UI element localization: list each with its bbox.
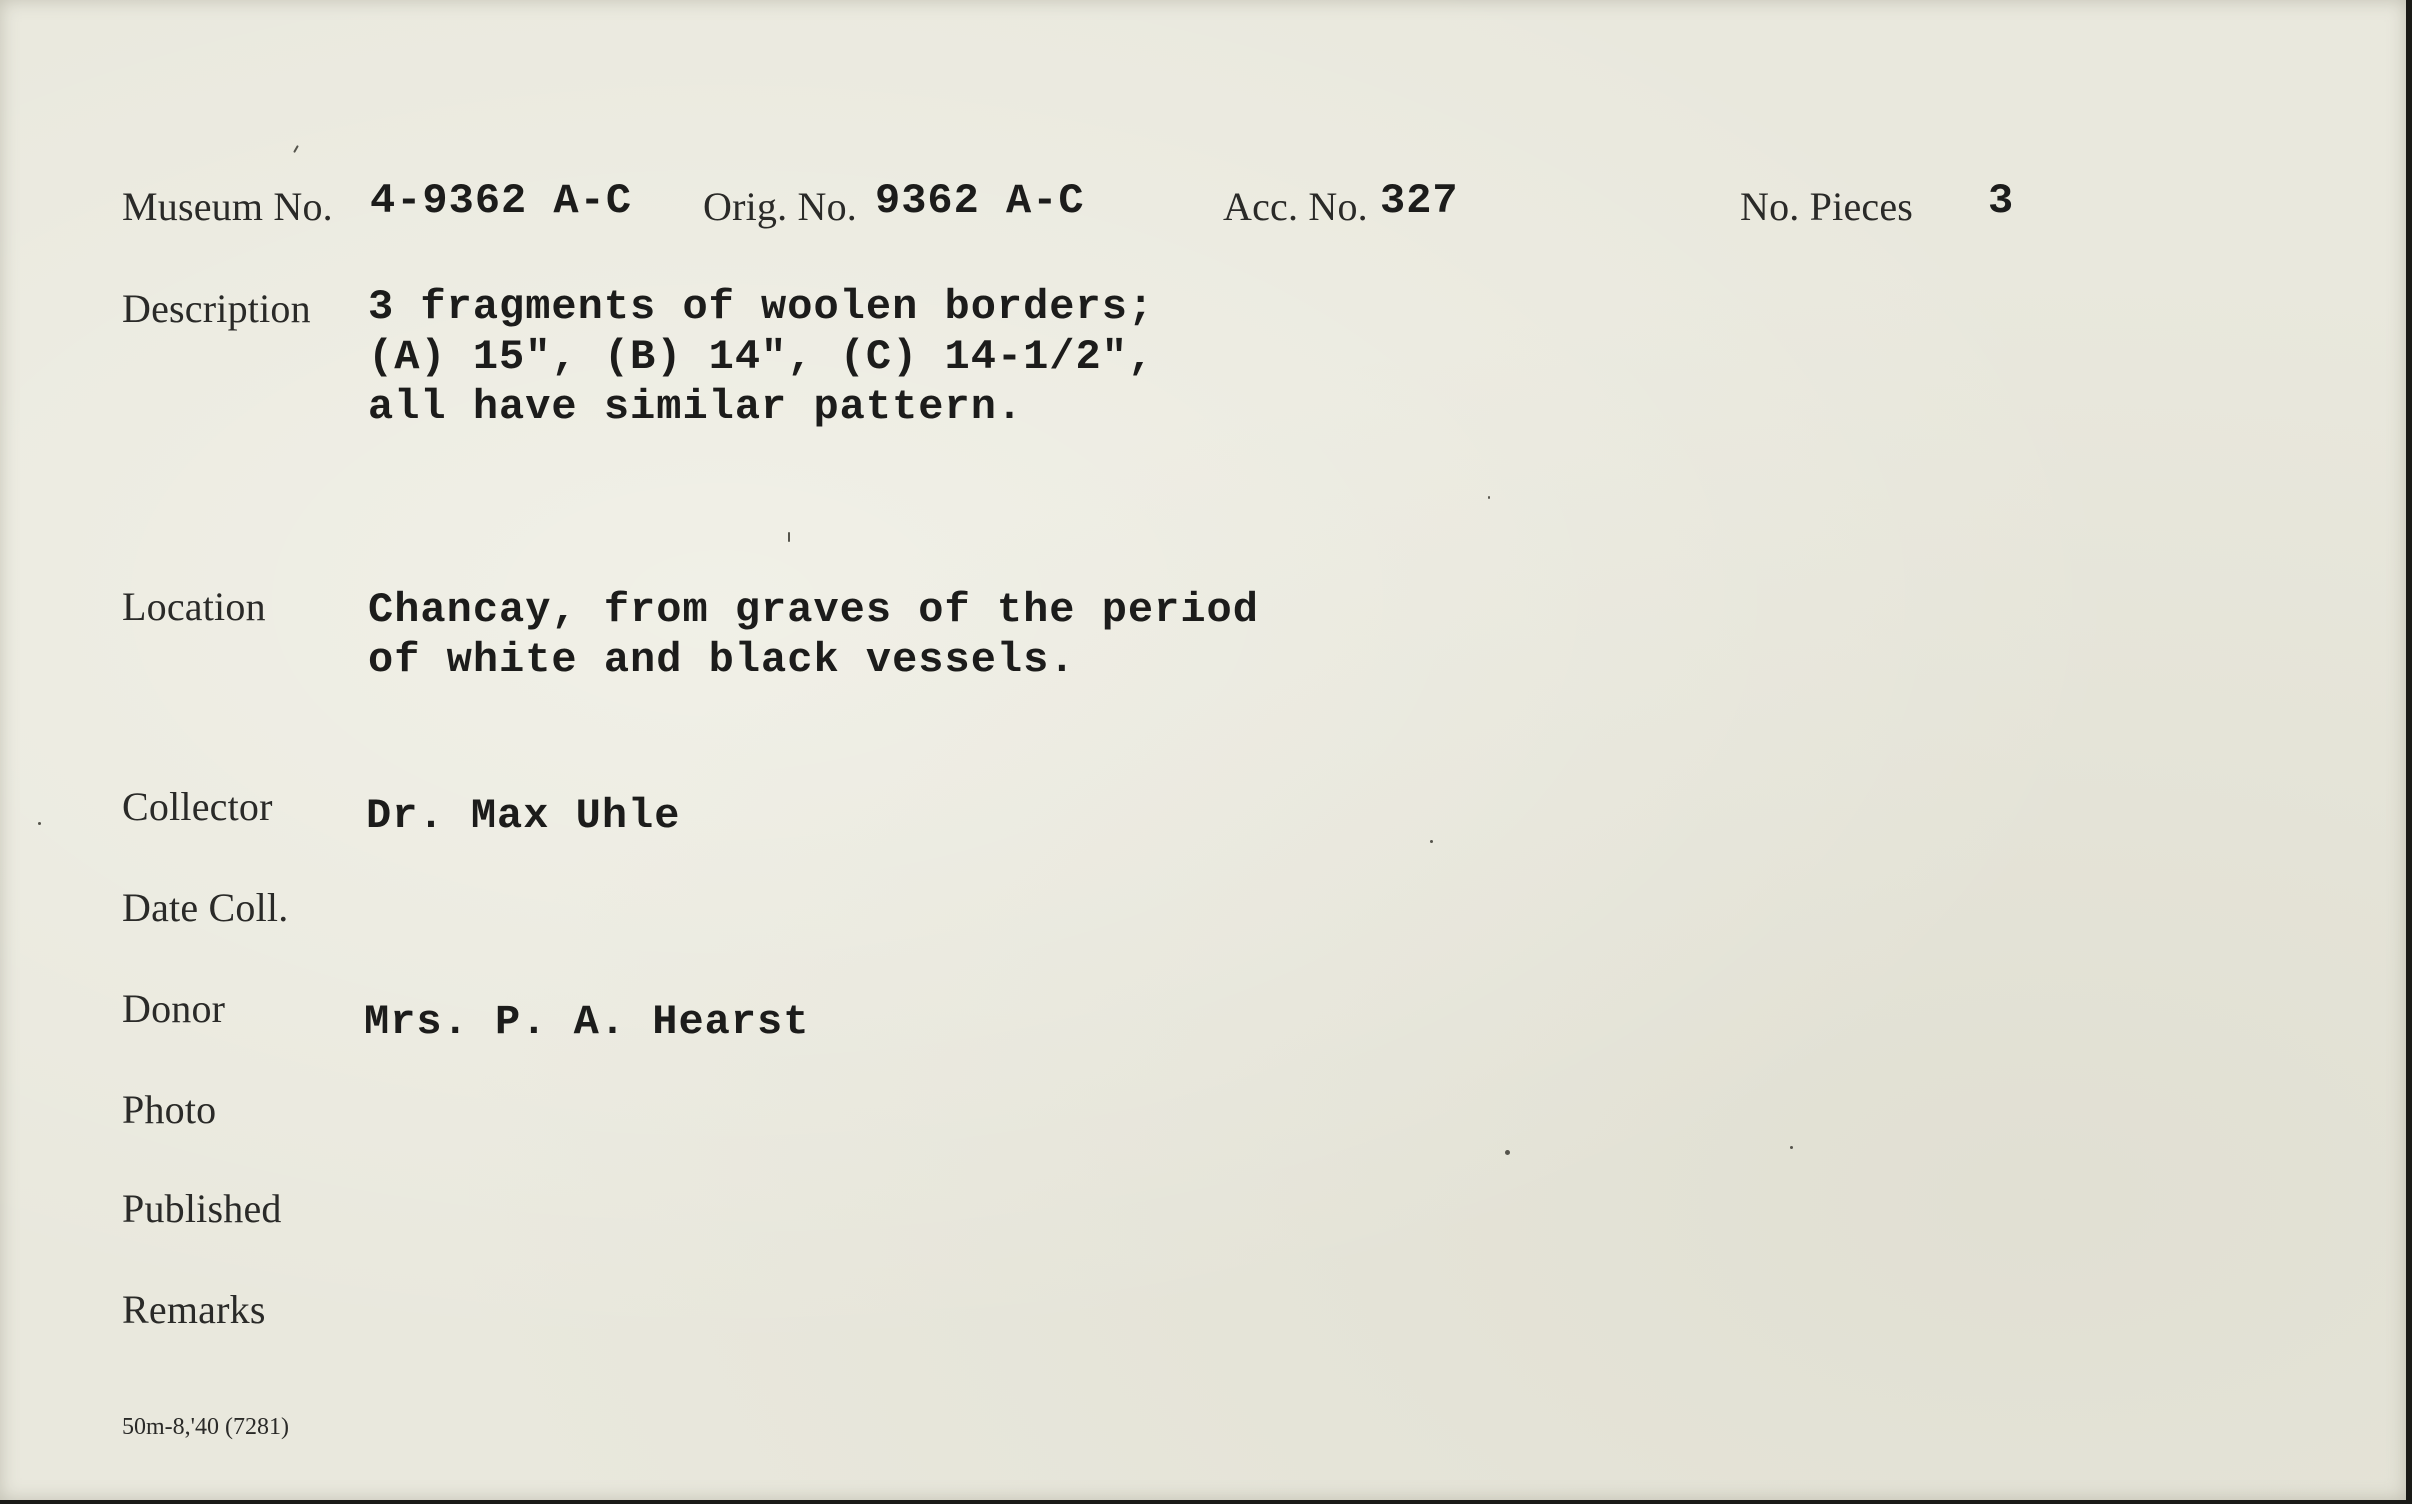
paper-speck — [293, 145, 299, 153]
location-line: of white and black vessels. — [368, 636, 1076, 684]
location-value — [368, 585, 1259, 685]
description-label: Description — [122, 286, 311, 331]
remarks-label: Remarks — [122, 1287, 266, 1332]
acc-no-label: Acc. No. — [1223, 184, 1368, 229]
donor-value: Mrs. P. A. Hearst — [364, 998, 810, 1046]
paper-speck — [788, 532, 790, 542]
description-line: (A) 15", (B) 14", (C) 14-1/2", — [368, 333, 1155, 381]
acc-no-value: 327 — [1380, 177, 1459, 225]
collector-value: Dr. Max Uhle — [366, 792, 681, 840]
paper-speck — [1790, 1146, 1793, 1149]
print-code: 50m-8,'40 (7281) — [122, 1414, 289, 1440]
date-coll-label: Date Coll. — [122, 885, 289, 930]
donor-label: Donor — [122, 986, 226, 1031]
orig-no-value: 9362 A-C — [875, 177, 1085, 225]
photo-label: Photo — [122, 1087, 217, 1132]
orig-no-label: Orig. No. — [703, 184, 858, 229]
museum-no-value: 4-9362 A-C — [370, 177, 633, 225]
paper-speck — [1488, 496, 1490, 499]
description-line: 3 fragments of woolen borders; — [368, 283, 1155, 331]
paper-speck — [1430, 840, 1433, 843]
location-label: Location — [122, 584, 266, 629]
description-line: all have similar pattern. — [368, 383, 1024, 431]
museum-no-label: Museum No. — [122, 184, 333, 229]
collector-label: Collector — [122, 784, 273, 829]
published-label: Published — [122, 1186, 282, 1231]
description-value — [368, 282, 1154, 432]
paper-speck — [1505, 1150, 1510, 1155]
location-line: Chancay, from graves of the period — [368, 586, 1259, 634]
no-pieces-label: No. Pieces — [1740, 184, 1914, 229]
paper-speck — [38, 822, 41, 825]
no-pieces-value: 3 — [1988, 177, 2015, 225]
